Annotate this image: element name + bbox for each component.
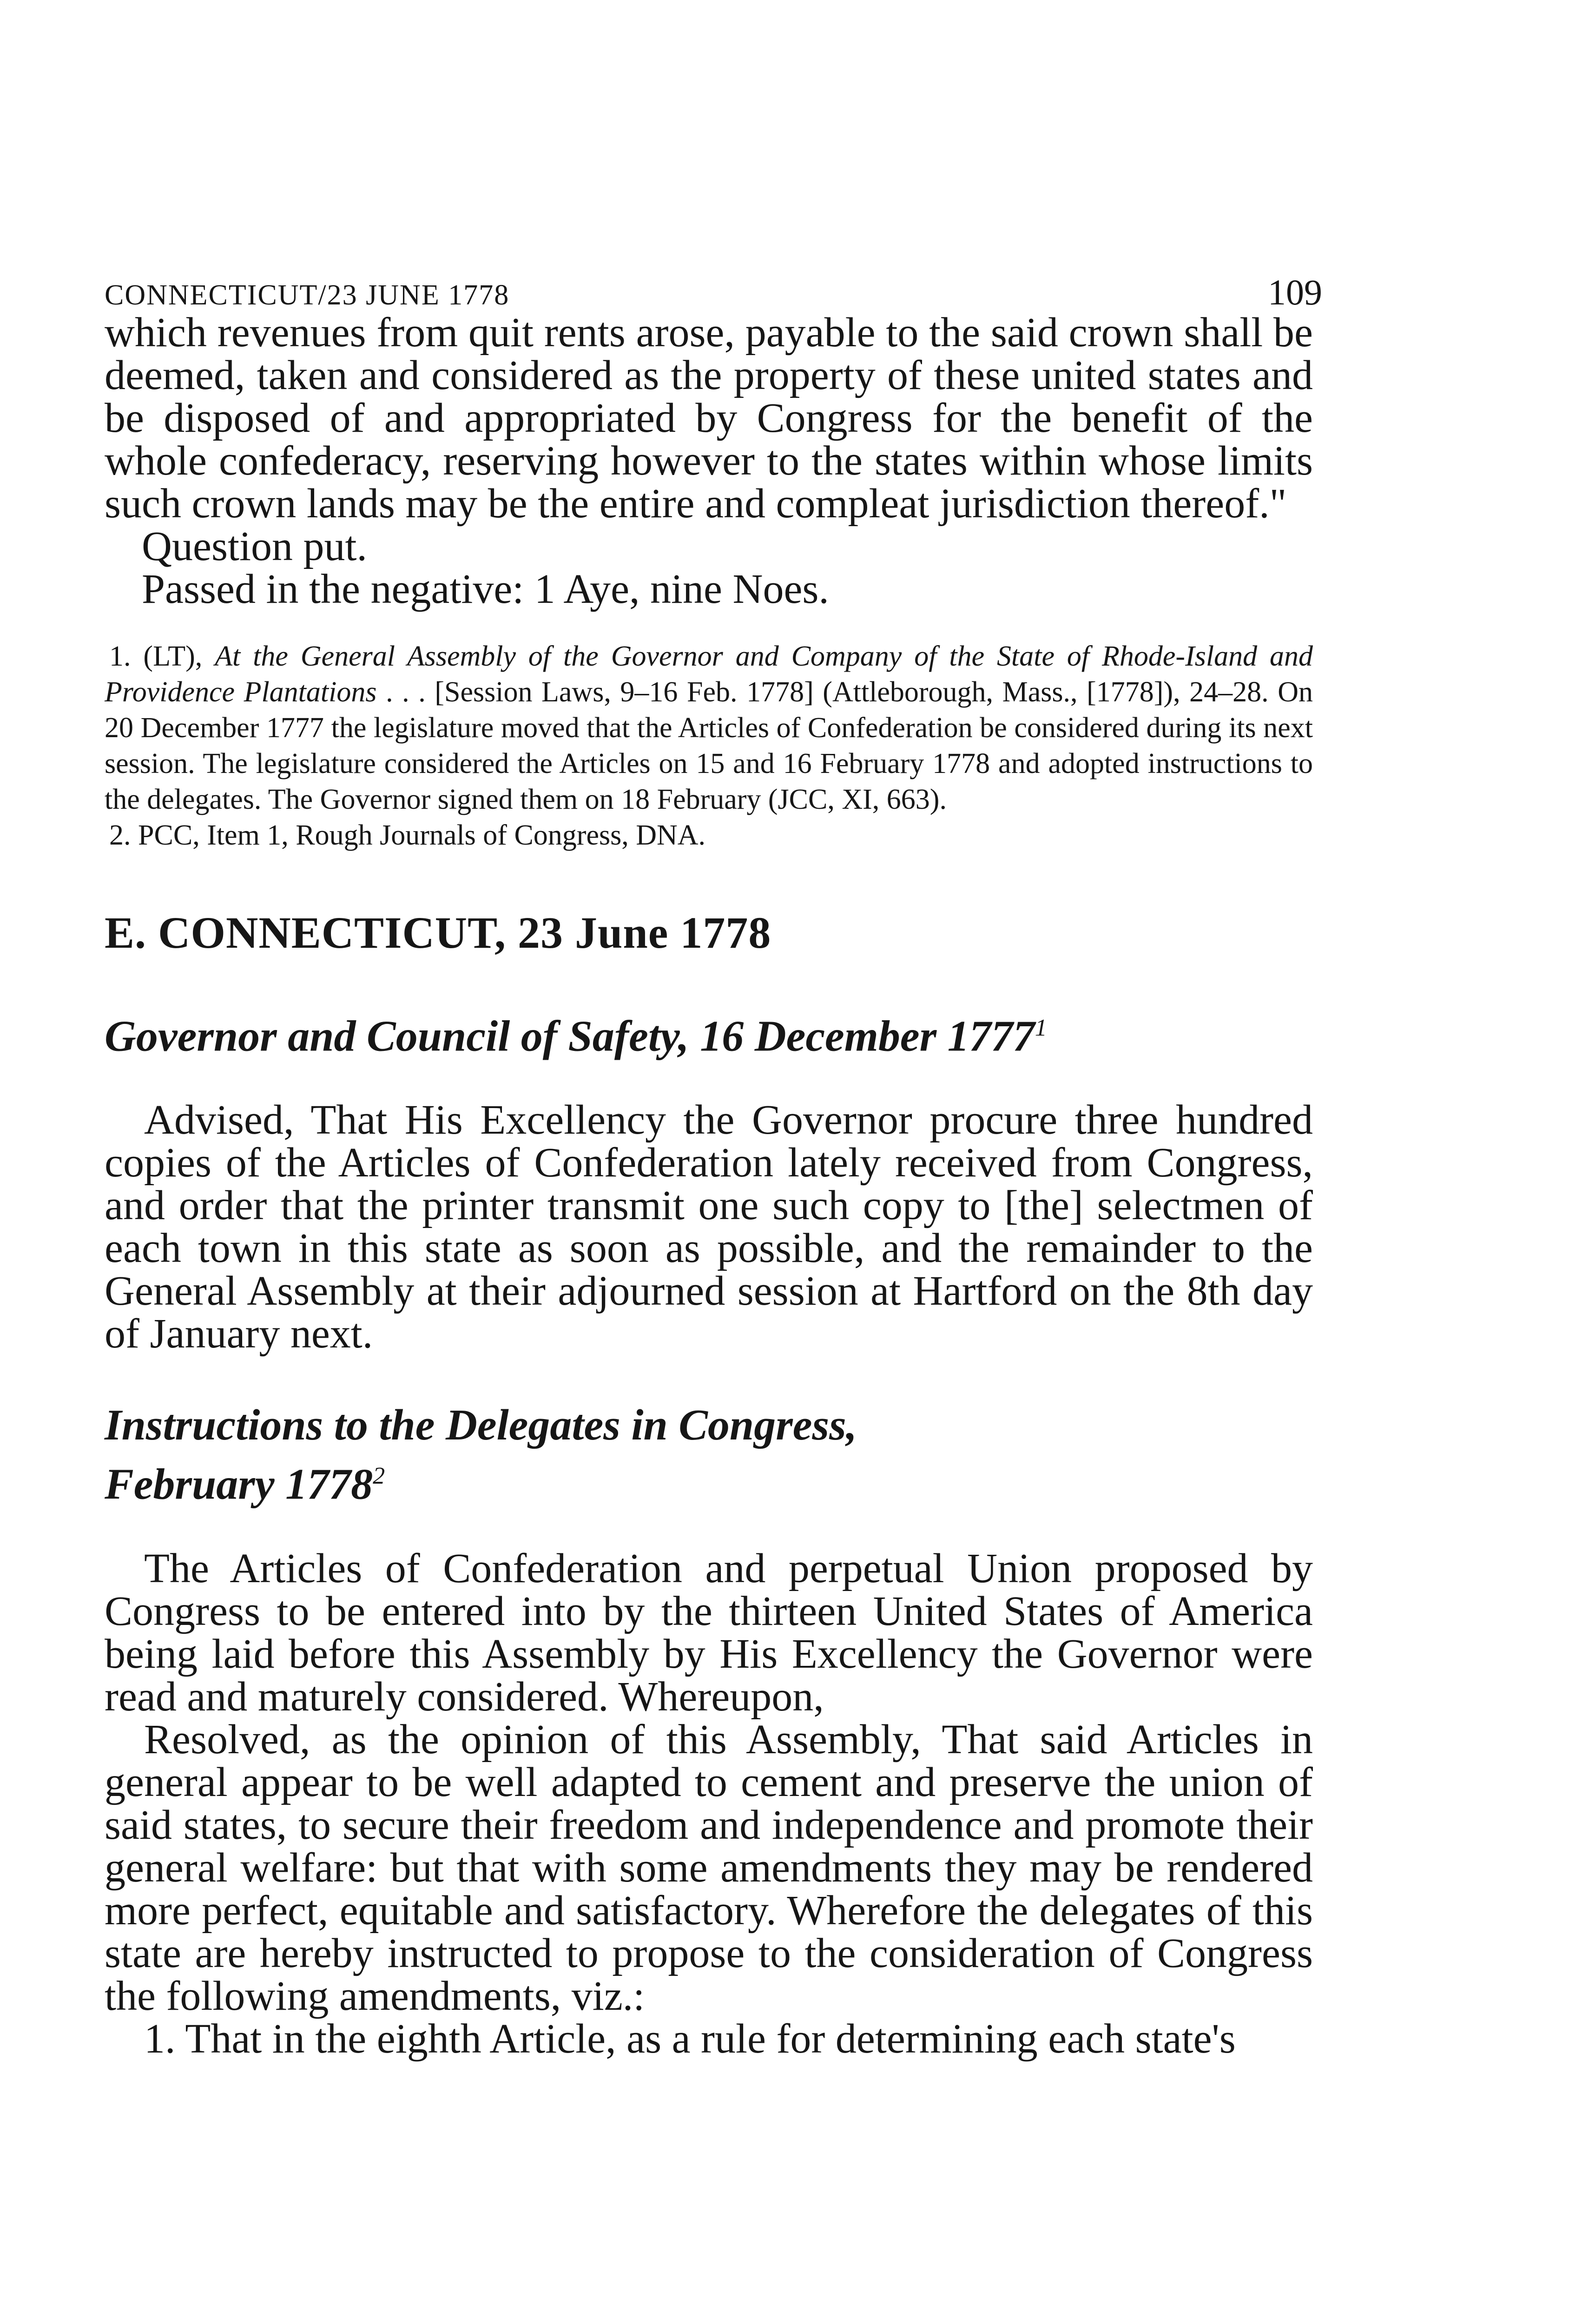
continued-paragraph: which revenues from quit rents arose, payable to the said crown shall be deemed, taken and considered as the property of these united states and be disposed of and appropriated by Congress for the benefit of the whole confederacy, reserving however to the states within whose limits such crown lands may be the entire and compleat jurisdiction thereof."	[105, 310, 1313, 527]
subsection-1-heading	[105, 1003, 1313, 1062]
subsection-2-paragraph-1: The Articles of Confederation and perpetual Union proposed by Congress to be entered into by the thirteen United States of America being laid before this Assembly by His Excellency the Governor were read and maturely considered. Whereupon,	[105, 1545, 1313, 1720]
running-head	[105, 260, 1322, 312]
question-put: Question put.	[142, 523, 367, 569]
vote-result: Passed in the negative: 1 Aye, nine Noes.	[142, 566, 829, 612]
subsection-1-body	[105, 1099, 1313, 1355]
subsection-2-paragraph-2: Resolved, as the opinion of this Assembly, That said Articles in general appear to be well adapted to cement and preserve the union of said states, to secure their freedom and independence and promote their general welfare: but that with some amendments they may be rendered more perfect, equitable and satisfactory. Wherefore the delegates of this state are hereby instructed to propose to the consideration of Congress the following amendments, viz.:	[105, 1716, 1313, 2019]
subsection-1-note-ref: 1	[1035, 1015, 1047, 1041]
subsection-2-heading	[105, 1400, 1313, 1510]
footnotes	[105, 639, 1313, 853]
subsection-2-paragraph-3: 1. That in the eighth Article, as a rule for determining each state's	[144, 2015, 1236, 2062]
page-number: 109	[1268, 272, 1322, 312]
footnote-1-title: At the General Assembly of the Governor and Company of the State of Rhode-Island and Providence Plantations	[105, 640, 1313, 708]
subsection-2-heading-line-2: February 1778	[105, 1460, 373, 1509]
footnote-1-prefix: 1. (LT),	[109, 640, 203, 672]
subsection-2-body	[105, 1547, 1313, 2060]
footnote-1	[105, 639, 1313, 818]
footnote-2: 2. PCC, Item 1, Rough Journals of Congress, DNA.	[109, 819, 706, 851]
continued-text	[105, 311, 1313, 611]
page	[105, 260, 1322, 2062]
footnote-1-rest: . . . [Session Laws, 9–16 Feb. 1778] (Attleborough, Mass., [1778]), 24–28. On 20 December 1777 the legislature moved that the Articles of Confederation be considered during its next session. The legislature considered the Articles on 15 and 16 February 1778 and adopted instructions to the delegates. The Governor signed them on 18 February (JCC, XI, 663).	[105, 676, 1313, 815]
subsection-1-heading-text: Governor and Council of Safety, 16 December 1777	[105, 1012, 1035, 1061]
section-title: E. CONNECTICUT, 23 June 1778	[105, 908, 771, 957]
subsection-2-heading-line-1: Instructions to the Delegates in Congress,	[105, 1401, 857, 1450]
subsection-1-paragraph: Advised, That His Excellency the Governor procure three hundred copies of the Articles of Confederation lately received from Congress, and order that the printer transmit one such copy to [the] selectmen of each town in this state as soon as possible, and the remainder to the General Assembly at their adjourned session at Hartford on the 8th day of January next.	[105, 1097, 1313, 1357]
subsection-2-note-ref: 2	[373, 1463, 385, 1490]
running-head-title: CONNECTICUT/23 JUNE 1778	[105, 279, 510, 311]
